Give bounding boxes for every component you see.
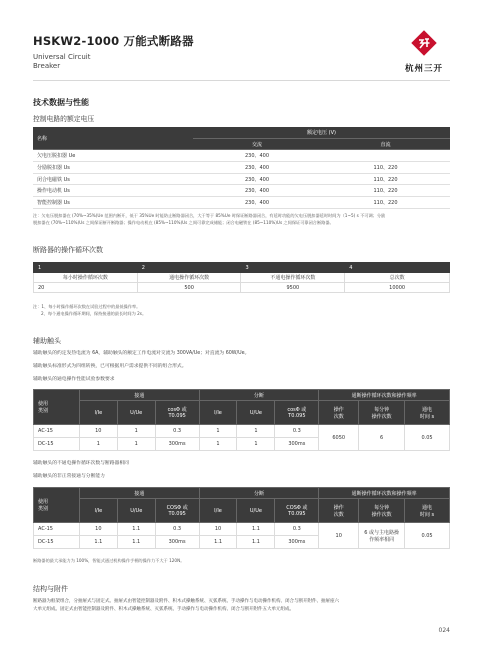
col-sub: cosΦ 或 T0.095 bbox=[275, 401, 319, 425]
cell-value: 1 bbox=[199, 438, 237, 451]
cell-value: 1 bbox=[79, 438, 117, 451]
col-sub: I/Ie bbox=[79, 499, 117, 523]
table-row bbox=[34, 283, 450, 293]
page-header bbox=[33, 33, 453, 71]
col-number: 1 bbox=[34, 263, 138, 273]
col-make-header: 接通 bbox=[79, 488, 199, 499]
col-sub: COSΦ 或 T0.095 bbox=[275, 499, 319, 523]
col-sub: U/Ue bbox=[237, 499, 275, 523]
logo-text: 杭州三开 bbox=[404, 64, 443, 74]
cell-category: AC-15 bbox=[34, 523, 80, 536]
col-rated-voltage-header: 额定电压 (V) bbox=[193, 127, 450, 138]
sub-heading-operation-cycles: 断路器的操作循环次数 bbox=[33, 246, 103, 254]
cell-value: 1 bbox=[237, 438, 275, 451]
cell-value: 0.3 bbox=[275, 425, 319, 438]
col-sub: 通电 时间 s bbox=[405, 401, 450, 425]
cell-ops: 6050 bbox=[319, 425, 359, 451]
col-header: 每小时操作循环次数 bbox=[34, 273, 138, 283]
col-sub: U/Ue bbox=[237, 401, 275, 425]
section-heading-tech-data: 技术数据与性能 bbox=[33, 98, 89, 107]
col-sub: U/Ue bbox=[117, 401, 155, 425]
cell-value: 9500 bbox=[241, 283, 345, 293]
cell-dc: 110、220 bbox=[321, 197, 450, 209]
cell-time: 0.05 bbox=[405, 523, 450, 549]
product-subtitle bbox=[33, 53, 453, 71]
table-row bbox=[34, 425, 450, 438]
cell-ac: 230、400 bbox=[193, 150, 321, 162]
page-number: 024 bbox=[438, 627, 450, 634]
cell-category: DC-15 bbox=[34, 536, 80, 549]
cell-category: DC-15 bbox=[34, 438, 80, 451]
aux-para-1: 辅助触头的约定发热电流为 6A，辅助触头的额定工作电流对交流为 300VA/Ue；对直流为 60W/Ue。 bbox=[33, 351, 250, 356]
col-number: 4 bbox=[345, 263, 450, 273]
table-header-row bbox=[34, 273, 450, 283]
cell-dc: 110、220 bbox=[321, 162, 450, 174]
cell-ac: 230、400 bbox=[193, 162, 321, 174]
cell-value: 1.1 bbox=[237, 536, 275, 549]
col-make-header: 接通 bbox=[79, 390, 199, 401]
structure-para-line-1: 断路器为框架组合，分抽屉式与固定式。抽屉式由智能控制器及附件、积木式操触系统、灭弧系统、手动操作与电动操作机构、闭合与断开附件、抽屉座六 bbox=[33, 599, 339, 604]
cycles-note-line-2: 2、每个通电操作循环期间，保持接通的最长时间为 2s。 bbox=[41, 310, 147, 316]
col-sub: I/Ie bbox=[199, 401, 237, 425]
cell-time: 0.05 bbox=[405, 425, 450, 451]
cell-value: 1.1 bbox=[117, 536, 155, 549]
voltage-note bbox=[33, 213, 453, 227]
cell-ops: 10 bbox=[319, 523, 359, 549]
aux-energized-table bbox=[33, 389, 450, 451]
cell-value: 10000 bbox=[345, 283, 450, 293]
cell-value: 1 bbox=[117, 438, 155, 451]
cell-dc: 110、220 bbox=[321, 173, 450, 185]
cell-category: AC-15 bbox=[34, 425, 80, 438]
table-header-row bbox=[34, 390, 450, 401]
aux-para-4: 辅助触头的不通电操作循环次数与断路器相同 bbox=[33, 461, 129, 466]
col-name-header: 名称 bbox=[33, 127, 193, 150]
cell-name: 操作电动机 Us bbox=[33, 185, 193, 197]
col-dc-header: 直流 bbox=[321, 138, 450, 150]
cell-value: 1.1 bbox=[199, 536, 237, 549]
cell-value: 300ms bbox=[275, 438, 319, 451]
col-usage-header: 使用 类别 bbox=[34, 488, 80, 523]
cell-value: 0.3 bbox=[275, 523, 319, 536]
col-sub: 每分钟 操作次数 bbox=[359, 401, 405, 425]
cell-value: 1.1 bbox=[79, 536, 117, 549]
cell-value: 10 bbox=[199, 523, 237, 536]
subtitle-line-1: Universal Circuit bbox=[33, 53, 91, 61]
sub-heading-control-voltage: 控制电路的额定电压 bbox=[33, 115, 95, 123]
cell-value: 300ms bbox=[155, 438, 199, 451]
cell-dc: 110、220 bbox=[321, 185, 450, 197]
cell-value: 0.3 bbox=[155, 523, 199, 536]
cell-ac: 230、400 bbox=[193, 185, 321, 197]
sub-heading-structure: 结构与附件 bbox=[33, 585, 68, 593]
col-cycles-header: 通断操作循环次数和操作频率 bbox=[319, 390, 450, 401]
cell-value: 300ms bbox=[155, 536, 199, 549]
cell-name: 分励脱扣器 Us bbox=[33, 162, 193, 174]
col-header: 通电操作循环次数 bbox=[137, 273, 241, 283]
table-row bbox=[33, 197, 450, 209]
sub-heading-aux-contacts: 辅助触头 bbox=[33, 337, 61, 345]
table-number-row bbox=[34, 263, 450, 273]
col-sub: I/Ie bbox=[79, 401, 117, 425]
table-row bbox=[33, 185, 450, 197]
cycles-note-line-1: 注：1、每小时操作循环次数在试验过程中的最低操作率。 bbox=[33, 304, 141, 309]
operation-cycles-table bbox=[33, 262, 450, 293]
table-subheader-row bbox=[34, 499, 450, 523]
col-sub: cosΦ 或 T0.095 bbox=[155, 401, 199, 425]
logo-icon bbox=[411, 30, 437, 56]
cell-name: 闭合电磁铁 Us bbox=[33, 173, 193, 185]
structure-para-line-2: 大单元组成。固定式由智能控制器及附件、积木式操触系统、灭弧系统、手动操作与电动操作机构、闭合与断开附件五大单元组成。 bbox=[33, 607, 294, 612]
col-ac-header: 交流 bbox=[193, 138, 321, 150]
cell-value: 0.3 bbox=[155, 425, 199, 438]
control-voltage-table bbox=[33, 127, 450, 209]
product-title: HSKW2-1000 万能式断路器 bbox=[33, 34, 194, 48]
col-sub: COSΦ 或 T0.095 bbox=[155, 499, 199, 523]
aux-abnormal-table bbox=[33, 487, 450, 549]
cycles-note bbox=[33, 304, 146, 318]
cell-ac: 230、400 bbox=[193, 197, 321, 209]
col-sub: 操作 次数 bbox=[319, 401, 359, 425]
table-row bbox=[33, 173, 450, 185]
cell-ac: 230、400 bbox=[193, 173, 321, 185]
cell-value: 1 bbox=[199, 425, 237, 438]
cell-value: 1 bbox=[117, 425, 155, 438]
aux-para-5: 辅助触头的非正常接通与分断能力 bbox=[33, 474, 105, 479]
cell-name: 欠电压脱扣器 Ue bbox=[33, 150, 193, 162]
col-break-header: 分断 bbox=[199, 488, 319, 499]
aux-para-2: 辅助触头标准形式为四组转换，已可根据用户需求提供不同的组合形式。 bbox=[33, 364, 187, 369]
aux-note: 断路器的最大承能力为 100%，智能式通过机构操作手柄的操作力不大于 120N。 bbox=[33, 558, 185, 563]
cell-value: 1 bbox=[237, 425, 275, 438]
voltage-note-line-1: 注：欠电压脱扣器在 (70%~35%)Ue 范围内断开，低于 35%Ue 时能防止断路器闭合，大于等于 85%Ue 时保证断路器闭合，有延时功能的欠电压脱扣器延时时间为（1~5) s 不可调；分励 bbox=[33, 213, 386, 218]
table-row bbox=[33, 150, 450, 162]
table-row bbox=[34, 523, 450, 536]
table-row bbox=[33, 162, 450, 174]
col-sub: 每分钟 操作次数 bbox=[359, 499, 405, 523]
table-header-row bbox=[34, 488, 450, 499]
col-sub: U/Ue bbox=[117, 499, 155, 523]
col-sub: 操作 次数 bbox=[319, 499, 359, 523]
col-sub: 通电 时间 s bbox=[405, 499, 450, 523]
cell-value: 10 bbox=[79, 425, 117, 438]
col-header: 总次数 bbox=[345, 273, 450, 283]
col-number: 3 bbox=[241, 263, 345, 273]
structure-para bbox=[33, 598, 453, 614]
table-subheader-row bbox=[34, 401, 450, 425]
col-break-header: 分断 bbox=[199, 390, 319, 401]
header-divider bbox=[33, 80, 450, 81]
aux-para-3: 辅助触头的通电操作性能试验参数要求 bbox=[33, 377, 115, 382]
cell-per-min: 6 或与主电路操 作频率相同 bbox=[359, 523, 405, 549]
cell-value: 300ms bbox=[275, 536, 319, 549]
col-number: 2 bbox=[137, 263, 241, 273]
col-usage-header: 使用 类别 bbox=[34, 390, 80, 425]
col-cycles-header: 通断操作循环次数和操作频率 bbox=[319, 488, 450, 499]
cell-value: 1.1 bbox=[237, 523, 275, 536]
cell-dc bbox=[321, 150, 450, 162]
company-logo bbox=[398, 30, 450, 74]
col-header: 不通电操作循环次数 bbox=[241, 273, 345, 283]
cell-per-min: 6 bbox=[359, 425, 405, 451]
cell-value: 500 bbox=[137, 283, 241, 293]
cell-name: 智能控制器 Us bbox=[33, 197, 193, 209]
table-header-row bbox=[33, 127, 450, 138]
voltage-note-line-2: 脱扣器在 (70%~110%)Us 之间保证断开断路器；操作电动机在 (85%~110%)Us 之间可靠完成储能；闭合电磁铁在 (85~110%)Us 之间保证可靠闭合断路器。 bbox=[33, 219, 334, 225]
subtitle-line-2: Breaker bbox=[33, 62, 61, 70]
cell-value: 20 bbox=[34, 283, 138, 293]
cell-value: 1.1 bbox=[117, 523, 155, 536]
col-sub: I/Ie bbox=[199, 499, 237, 523]
cell-value: 10 bbox=[79, 523, 117, 536]
